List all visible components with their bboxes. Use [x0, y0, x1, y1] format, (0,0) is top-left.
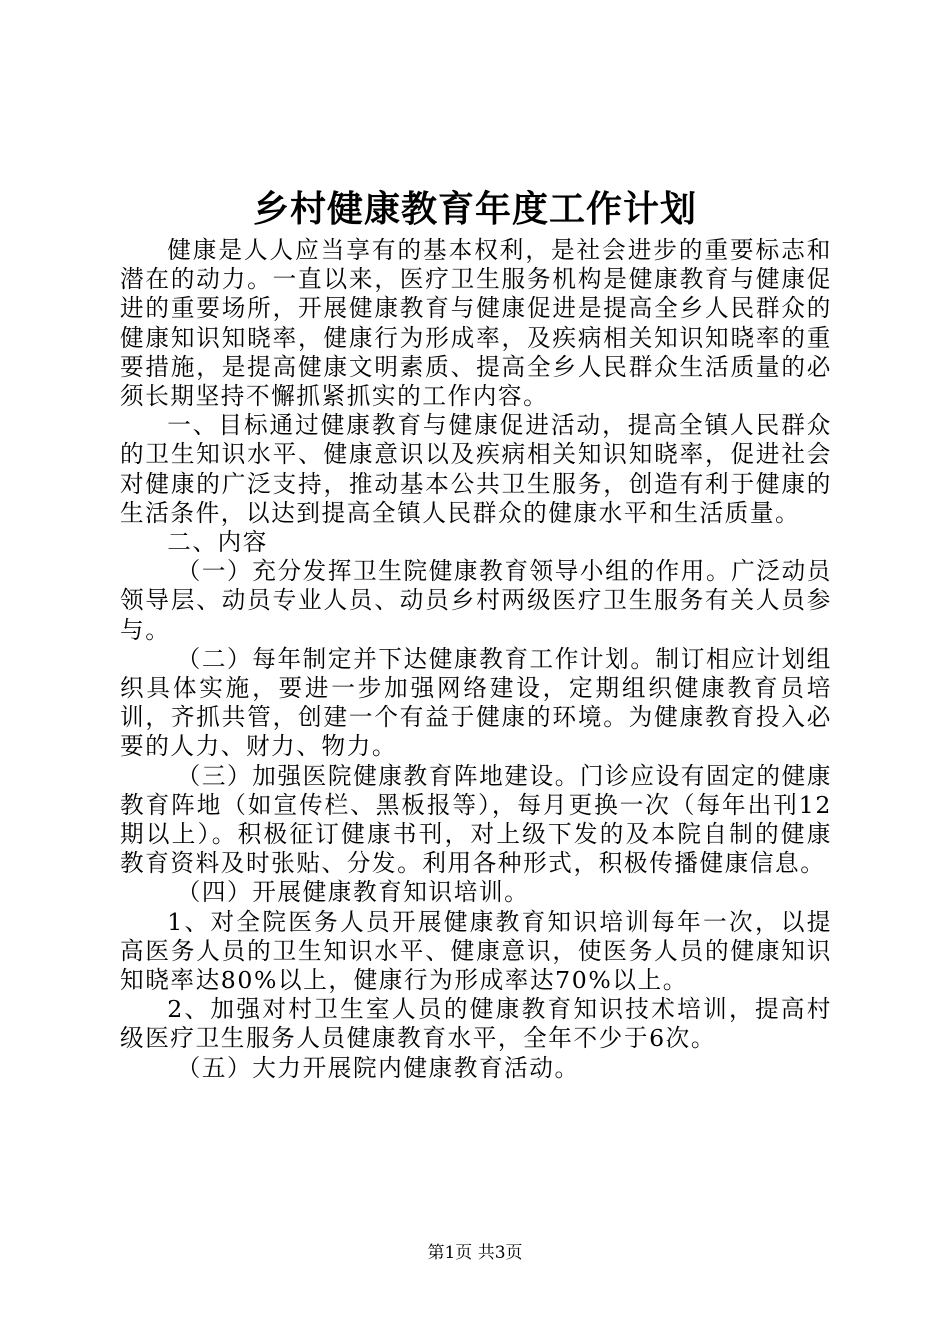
paragraph-content-heading: 二、内容: [167, 528, 268, 557]
document-body: [120, 236, 832, 1083]
paragraph-item-5: （五）大力开展院内健康教育活动。: [176, 1053, 580, 1082]
paragraph-subitem-1: 1、对全院医务人员开展健康教育知识培训每年一次，以提高医务人员的卫生知识水平、健康意识，使医务人员的健康知识知晓率达80%以上，健康行为形成率达70%以上。: [120, 907, 832, 995]
paragraph-item-2: （二）每年制定并下达健康教育工作计划。制订相应计划组织具体实施，要进一步加强网络建设，定期组织健康教育员培训，齐抓共管，创建一个有益于健康的环境。为健康教育投入必要的人力、财力、物力。: [120, 644, 832, 761]
paragraph-item-1: （一）充分发挥卫生院健康教育领导小组的作用。广泛动员领导层、动员专业人员、动员乡村两级医疗卫生服务有关人员参与。: [120, 557, 832, 644]
document-title: 乡村健康教育年度工作计划: [252, 188, 697, 230]
page-footer: 第1页 共3页: [427, 1243, 523, 1263]
paragraph-item-4: （四）开展健康教育知识培训。: [176, 878, 530, 907]
paragraph-subitem-2: 2、加强对村卫生室人员的健康教育知识技术培训，提高村级医疗卫生服务人员健康教育水平，全年不少于6次。: [120, 995, 832, 1053]
paragraph-goal: 一、目标通过健康教育与健康促进活动，提高全镇人民群众的卫生知识水平、健康意识以及疾病相关知识知晓率，促进社会对健康的广泛支持，推动基本公共卫生服务，创造有利于健康的生活条件，以达到提高全镇人民群众的健康水平和生活质量。: [120, 411, 832, 527]
paragraph-intro: 健康是人人应当享有的基本权利，是社会进步的重要标志和潜在的动力。一直以来，医疗卫生服务机构是健康教育与健康促进的重要场所，开展健康教育与健康促进是提高全乡人民群众的健康知识知晓率，健康行为形成率，及疾病相关知识知晓率的重要措施，是提高健康文明素质、提高全乡人民群众生活质量的必须长期坚持不懈抓紧抓实的工作内容。: [120, 236, 832, 411]
paragraph-item-3: （三）加强医院健康教育阵地建设。门诊应设有固定的健康教育阵地（如宣传栏、黑板报等），每月更换一次（每年出刊12期以上）。积极征订健康书刊，对上级下发的及本院自制的健康教育资料及时张贴、分发。利用各种形式，积极传播健康信息。: [120, 761, 832, 878]
